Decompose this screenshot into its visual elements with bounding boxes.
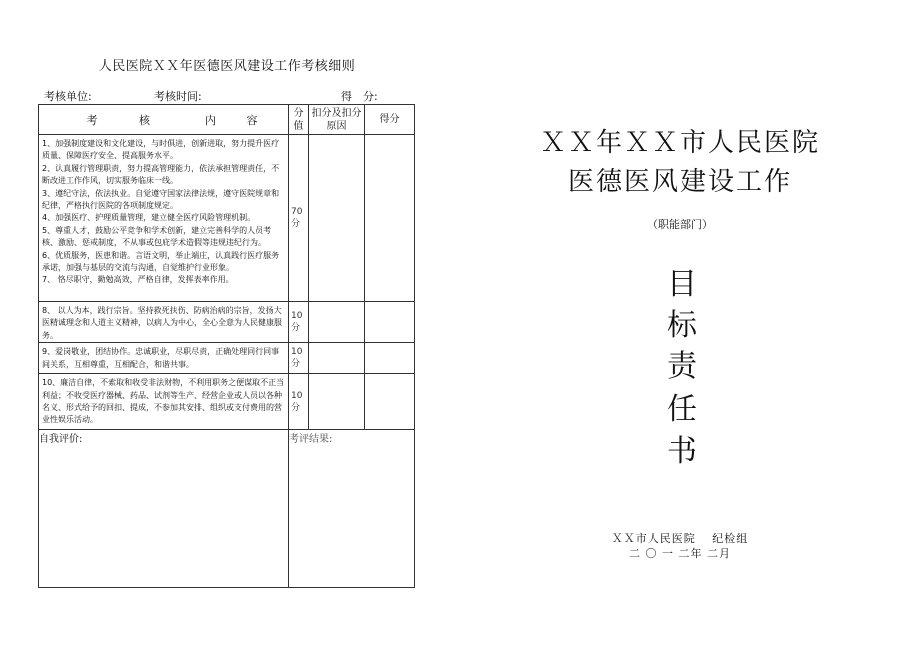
evaluation-row — [39, 430, 415, 588]
item-content — [39, 135, 289, 302]
header-deduction: 扣分及扣分原因 — [309, 105, 365, 135]
header-char: 内 — [205, 113, 216, 127]
issue-date: 二 〇 一 二年 二月 — [629, 547, 731, 560]
issuing-organization: ＸＸ市人民医院 纪检组 — [611, 532, 749, 545]
obtained-cell[interactable] — [365, 374, 415, 430]
clause-text: 7、 恪尽职守，勤勉高效，严格自律，发挥表率作用。 — [42, 275, 234, 285]
score-value: 10分 — [291, 390, 303, 413]
clause-text: 6、优质服务，医患和谐。言语文明，举止端庄，认真践行医疗服务承诺，加强与基层的交流与沟通，自觉维护行业形象。 — [42, 250, 280, 273]
time-label: 考核时间: — [154, 90, 202, 103]
item-content — [39, 343, 289, 374]
cover-char: 任 — [667, 392, 697, 427]
clause-text: 9、爱岗敬业，团结协作。忠诚职业，尽职尽责，正确处理同行同事间关系，互相尊重，互相配合，和谐共事。 — [42, 347, 280, 369]
department-label: （职能部门） — [647, 218, 713, 231]
clause-text: 5、尊重人才，鼓励公平竞争和学术创新，建立完善科学的人员考核、激励、惩戒制度，不从事或包庇学术造假等违规违纪行为。 — [42, 225, 272, 248]
score-value-cell — [289, 374, 309, 430]
score-value: 70分 — [291, 207, 303, 229]
item-content — [39, 302, 289, 343]
deduction-cell[interactable] — [309, 343, 365, 374]
table-row — [39, 343, 415, 374]
header-char: 容 — [246, 113, 258, 127]
cover-char: 书 — [667, 434, 697, 469]
obtained-cell[interactable] — [365, 302, 415, 343]
clause-text: 8、 以人为本，践行宗旨。坚持救死扶伤、防病治病的宗旨，发扬大医精诚理念和人道主义精神，以病人为中心，全心全意为人民健康服务。 — [42, 306, 282, 340]
review-result-cell[interactable] — [289, 430, 415, 588]
cover-char: 标 — [667, 308, 697, 343]
cover-title-line1: ＸＸ年ＸＸ市人民医院 — [539, 128, 820, 158]
score-value-cell — [289, 302, 309, 343]
item-content — [39, 374, 289, 430]
clause-text: 10、廉洁自律，不索取和收受非法财物，不利用职务之便谋取不正当利益；不收受医疗器械、药品、试剂等生产、经营企业或人员以各种名义、形式给予的回扣、提成，不参加其安排、组织或支付费用的营业性娱乐活动。 — [42, 378, 285, 425]
total-score-label: 得 分: — [341, 90, 378, 103]
self-evaluation-label: 自我评价: — [39, 434, 83, 446]
score-value-cell — [289, 135, 309, 302]
table-row — [39, 135, 415, 302]
obtained-cell[interactable] — [365, 343, 415, 374]
header-score-value: 分值 — [289, 105, 309, 135]
score-value: 10分 — [291, 311, 303, 334]
deduction-cell[interactable] — [309, 302, 365, 343]
unit-label: 考核单位: — [44, 90, 92, 103]
score-value: 10分 — [291, 347, 303, 370]
table-row — [39, 374, 415, 430]
deduction-cell[interactable] — [309, 135, 365, 302]
review-result-label: 考评结果: — [289, 434, 333, 446]
header-char: 考 — [86, 113, 98, 127]
cover-char: 目 — [667, 267, 697, 302]
header-char: 核 — [139, 113, 150, 127]
header-obtained: 得分 — [365, 105, 415, 135]
clause-text: 4、加强医疗、护理质量管理，建立健全医疗风险管理机制。 — [42, 213, 256, 223]
self-evaluation-cell[interactable] — [39, 430, 289, 588]
score-value-cell — [289, 343, 309, 374]
table-row — [39, 302, 415, 343]
cover-char: 责 — [667, 349, 697, 384]
clause-text: 2、认真履行管理职责，努力提高管理能力，依法承担管理责任，不断改进工作作风，切实服务临床一线。 — [42, 163, 280, 186]
cover-title-line2: 医德医风建设工作 — [567, 167, 792, 197]
assessment-table — [38, 104, 415, 588]
obtained-cell[interactable] — [365, 135, 415, 302]
clause-text: 3、遵纪守法，依法执业。自觉遵守国家法律法规，遵守医院规章和纪律，严格执行医院的各项制度规定。 — [42, 188, 280, 211]
header-item — [39, 105, 289, 135]
header-row — [39, 105, 415, 135]
clause-text: 1、加强制度建设和文化建设，与时俱进，创新进取，努力提升医疗质量、保障医疗安全、提高服务水平。 — [42, 139, 280, 161]
assessment-title: 人民医院ＸＸ年医德医风建设工作考核细则 — [98, 59, 356, 74]
deduction-cell[interactable] — [309, 374, 365, 430]
